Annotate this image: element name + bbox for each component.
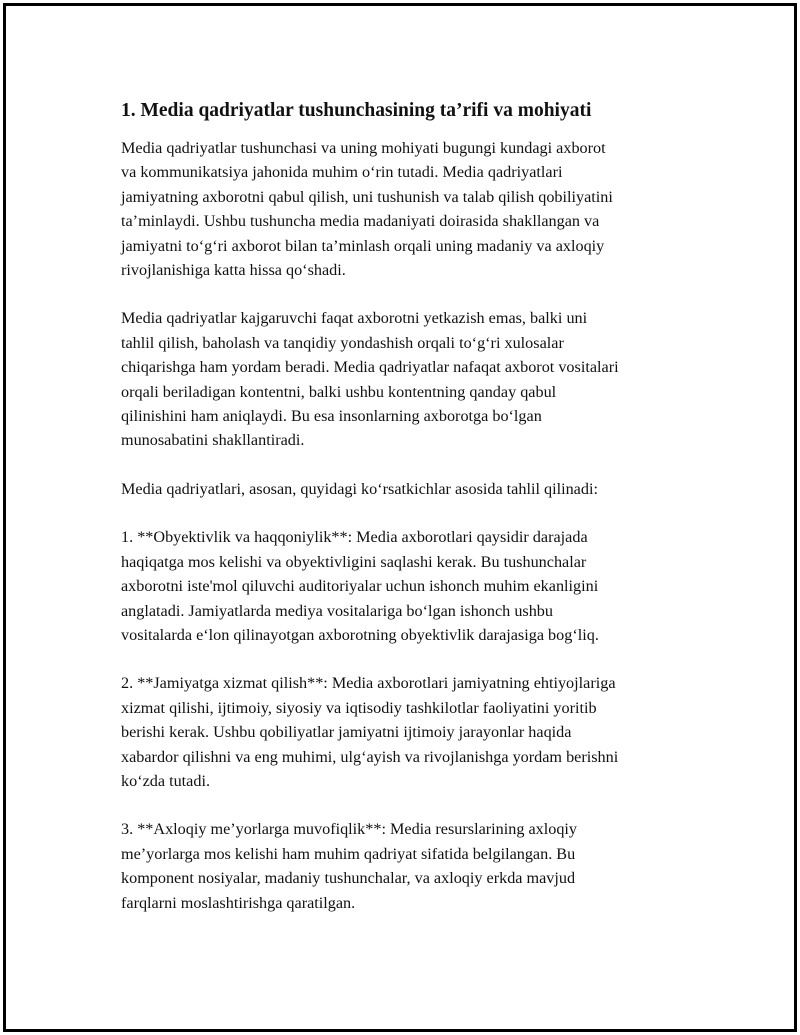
list-item-3	[121, 817, 721, 915]
text-line: jamiyatni to‘g‘ri axborot bilan ta’minlash orqali uning madaniy va axloqiy	[121, 236, 605, 255]
page-frame	[3, 3, 797, 1032]
text-line: haqiqatga mos kelishi va obyektivligini saqlashi kerak. Bu tushunchalar	[121, 552, 587, 571]
text-line: 1. **Obyektivlik va haqqoniylik**: Media axborotlari qaysidir darajada	[121, 528, 588, 547]
text-line: komponent nosiyalar, madaniy tushunchalar, va axloqiy erkda mavjud	[121, 869, 576, 888]
text-line: axborotni iste'mol qiluvchi auditoriyalar uchun ishonch muhim ekanligini	[121, 577, 599, 596]
list-item-2	[121, 671, 721, 793]
text-line: xabardor qilishni va eng muhimi, ulg‘ayish va rivojlanishga yordam berishni	[121, 747, 619, 766]
paragraph-2	[121, 306, 721, 452]
text-line: berishi kerak. Ushbu qobiliyatlar jamiyatni ijtimoiy jarayonlar haqida	[121, 723, 572, 742]
text-line: orqali beriladigan kontentni, balki ushbu kontentning qanday qabul	[121, 382, 557, 401]
document-body	[121, 96, 721, 939]
text-line: rivojlanishiga katta hissa qo‘shadi.	[121, 261, 346, 280]
text-line: xizmat qilishi, ijtimoiy, siyosiy va iqtisodiy tashkilotlar faoliyatini yoritib	[121, 698, 597, 717]
text-line: jamiyatning axborotni qabul qilish, uni tushunish va talab qilish qobiliyatini	[121, 187, 613, 206]
text-line: munosabatini shakllantiradi.	[121, 431, 305, 450]
text-line: ta’minlaydi. Ushbu tushuncha media madaniyati doirasida shakllangan va	[121, 212, 600, 231]
list-item-1	[121, 525, 721, 647]
text-line: tahlil qilish, baholash va tanqidiy yondashish orqali to‘g‘ri xulosalar	[121, 333, 564, 352]
paragraph-1	[121, 136, 721, 282]
text-line: va kommunikatsiya jahonida muhim o‘rin tutadi. Media qadriyatlari	[121, 163, 563, 182]
text-line: vositalarda e‘lon qilinayotgan axborotning obyektivlik darajasiga bog‘liq.	[121, 625, 599, 644]
text-line: Media qadriyatlari, asosan, quyidagi ko‘rsatkichlar asosida tahlil qilinadi:	[121, 479, 598, 498]
text-line: Media qadriyatlar kajgaruvchi faqat axborotni yetkazish emas, balki uni	[121, 309, 588, 328]
text-line: 3. **Axloqiy me’yorlarga muvofiqlik**: Media resurslarining axloqiy	[121, 820, 578, 839]
text-line: farqlarni moslashtirishga qaratilgan.	[121, 893, 356, 912]
text-line: me’yorlarga mos kelishi ham muhim qadriyat sifatida belgilangan. Bu	[121, 844, 576, 863]
document-title: 1. Media qadriyatlar tushunchasining ta’rifi va mohiyati	[121, 100, 592, 121]
paragraph-3	[121, 477, 721, 501]
text-line: anglatadi. Jamiyatlarda mediya vositalariga bo‘lgan ishonch ushbu	[121, 601, 553, 620]
text-line: qilinishini ham aniqlaydi. Bu esa insonlarning axborotga bo‘lgan	[121, 407, 542, 426]
text-line: chiqarishga ham yordam beradi. Media qadriyatlar nafaqat axborot vositalari	[121, 358, 619, 377]
text-line: ko‘zda tutadi.	[121, 771, 210, 790]
text-line: Media qadriyatlar tushunchasi va uning mohiyati bugungi kundagi axborot	[121, 139, 606, 157]
text-line: 2. **Jamiyatga xizmat qilish**: Media axborotlari jamiyatning ehtiyojlariga	[121, 674, 616, 693]
